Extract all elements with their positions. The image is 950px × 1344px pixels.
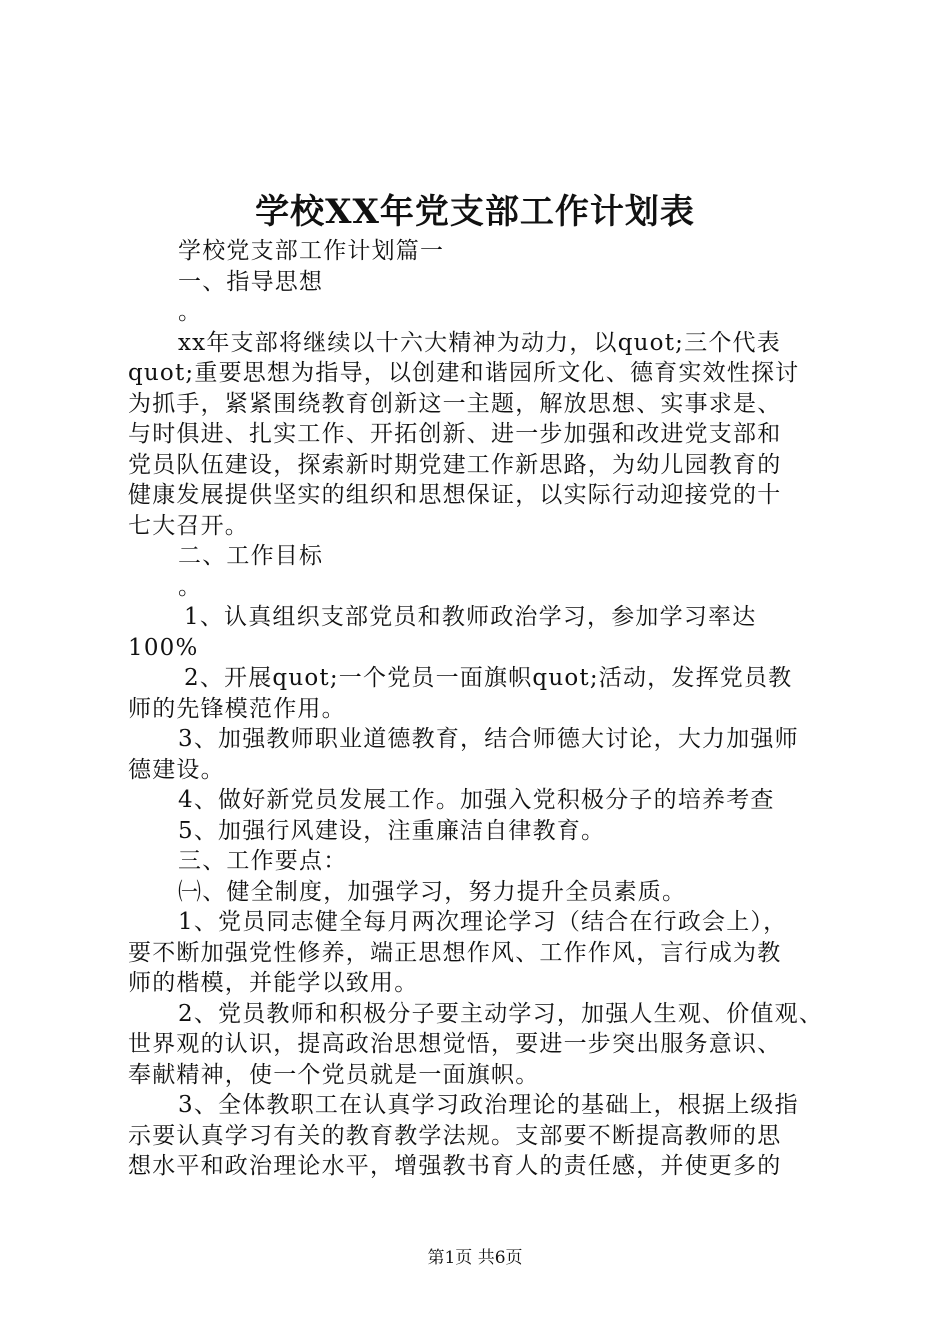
document-body <box>128 236 840 1182</box>
paragraph-line: 。 <box>178 299 203 325</box>
paragraph-line: 。 <box>178 573 203 600</box>
list-item: 1、认真组织支部党员和教师政治学习，参加学习率达 <box>184 604 757 630</box>
paragraph-line: 世界观的认识，提高政治思想觉悟，要进一步突出服务意识、 <box>128 1031 782 1057</box>
paragraph-line: 师的先锋模范作用。 <box>128 695 346 722</box>
list-item: 3、全体教职工在认真学习政治理论的基础上，根据上级指 <box>178 1092 799 1118</box>
section-heading: 学校党支部工作计划篇一 <box>178 238 445 264</box>
list-item: 4、做好新党员发展工作。加强入党积极分子的培养考查 <box>178 787 775 813</box>
paragraph-line: 师的楷模，并能学以致用。 <box>128 970 419 996</box>
paragraph-line: 要不断加强党性修养，端正思想作风、工作作风，言行成为教 <box>128 939 782 966</box>
list-item: 5、加强行风建设，注重廉洁自律教育。 <box>178 817 606 844</box>
document-title: 学校XX年党支部工作计划表 <box>255 192 695 232</box>
paragraph-line: 党员队伍建设，探索新时期党建工作新思路，为幼儿园教育的 <box>128 451 782 478</box>
section-heading: 一、指导思想 <box>178 268 324 295</box>
page-footer: 第1页 共6页 <box>427 1248 523 1268</box>
subsection-heading: ㈠、健全制度，加强学习，努力提升全员素质。 <box>178 878 687 905</box>
paragraph-line: 示要认真学习有关的教育教学法规。支部要不断提高教师的思 <box>128 1122 782 1149</box>
list-item: 2、开展quot;一个党员一面旗帜quot;活动，发挥党员教 <box>184 665 793 691</box>
section-heading: 三、工作要点： <box>178 848 348 874</box>
paragraph-line: 七大召开。 <box>128 512 249 539</box>
list-item: 2、党员教师和积极分子要主动学习，加强人生观、价值观、 <box>178 1000 824 1027</box>
paragraph-line: 与时俱进、扎实工作、开拓创新、进一步加强和改进党支部和 <box>128 421 782 447</box>
list-item: 1、党员同志健全每月两次理论学习（结合在行政会上）， <box>178 909 788 935</box>
paragraph-line: 为抓手，紧紧围绕教育创新这一主题，解放思想、实事求是、 <box>128 390 782 417</box>
section-heading: 二、工作目标 <box>178 543 324 569</box>
paragraph-line: 健康发展提供坚实的组织和思想保证，以实际行动迎接党的十 <box>128 482 782 508</box>
paragraph-line: xx年支部将继续以十六大精神为动力，以quot;三个代表 <box>178 329 781 356</box>
paragraph-line: 奉献精神，使一个党员就是一面旗帜。 <box>128 1061 540 1088</box>
paragraph-line: 想水平和政治理论水平，增强教书育人的责任感，并使更多的 <box>128 1153 782 1179</box>
list-item: 3、加强教师职业道德教育，结合师德大讨论，大力加强师 <box>178 726 799 752</box>
paragraph-line: 德建设。 <box>128 756 225 783</box>
paragraph-line: quot;重要思想为指导，以创建和谐园所文化、德育实效性探讨 <box>128 360 800 386</box>
paragraph-line: 100% <box>128 634 199 661</box>
